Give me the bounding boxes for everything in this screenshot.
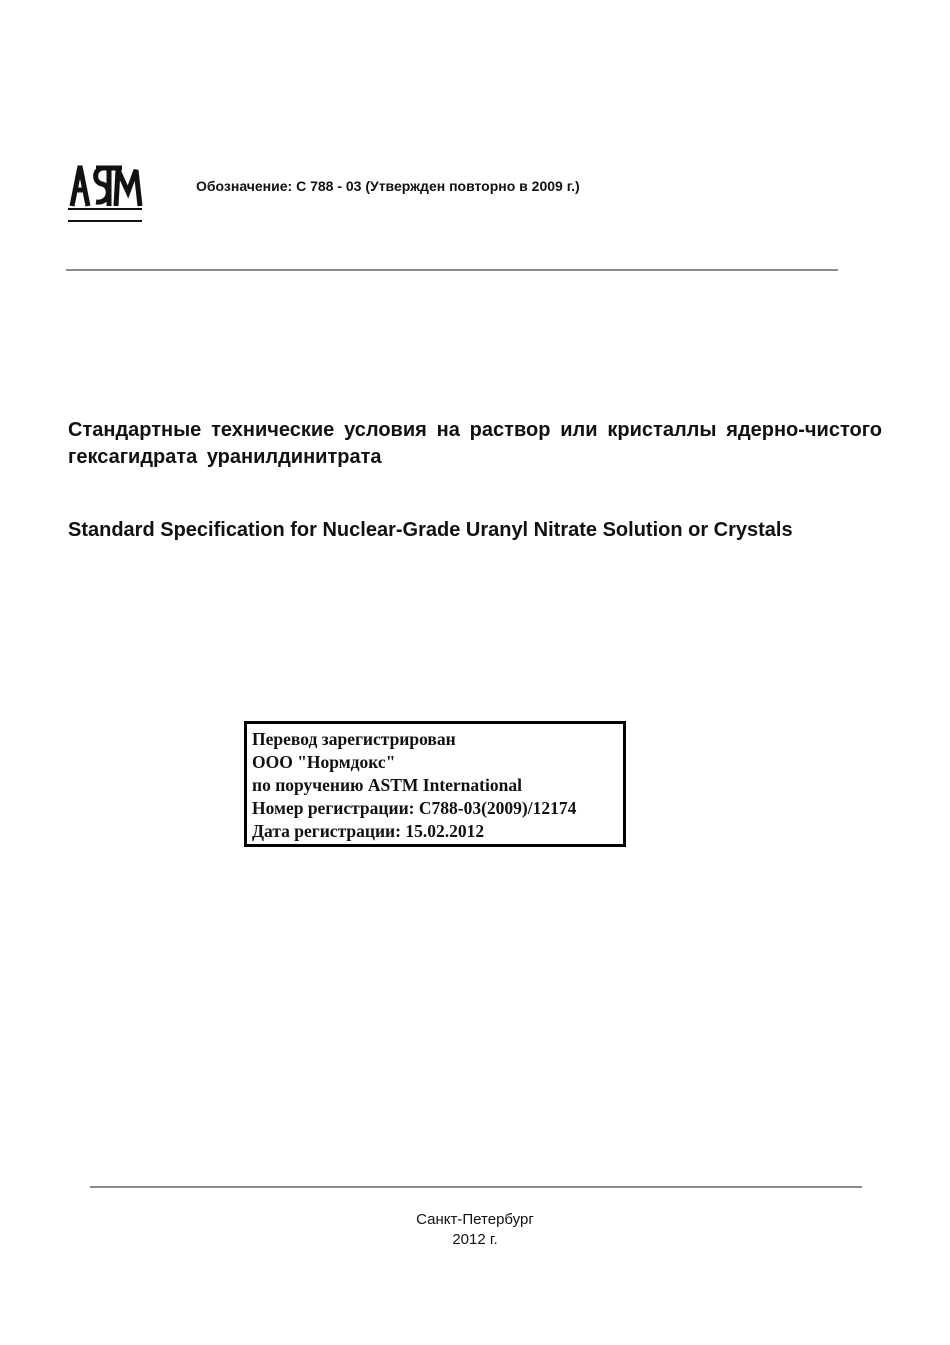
footer-city: Санкт-Петербург: [416, 1211, 534, 1228]
astm-logo: [66, 158, 144, 228]
registration-line: по поручению ASTM International: [252, 775, 522, 795]
registration-line: Номер регистрации: С788-03(2009)/12174: [252, 798, 577, 818]
registration-line: Перевод зарегистрирован: [252, 729, 456, 749]
bottom-divider: [90, 1186, 862, 1188]
title-russian: Стандартные технические условия на раствор или кристаллы ядерно-чистого гексагидрата уранилдинитрата: [68, 419, 882, 468]
footer-year: 2012 г.: [452, 1231, 498, 1248]
designation-text: Обозначение: С 788 - 03 (Утвержден повторно в 2009 г.): [196, 178, 580, 194]
registration-line: Дата регистрации: 15.02.2012: [252, 821, 485, 841]
title-english: Standard Specification for Nuclear-Grade Uranyl Nitrate Solution or Crystals: [68, 519, 793, 541]
footer: [0, 1210, 950, 1250]
top-divider: [66, 269, 838, 271]
astm-logo-icon: [66, 158, 144, 228]
registration-box: [244, 721, 626, 847]
registration-line: ООО "Нормдокс": [252, 752, 396, 772]
